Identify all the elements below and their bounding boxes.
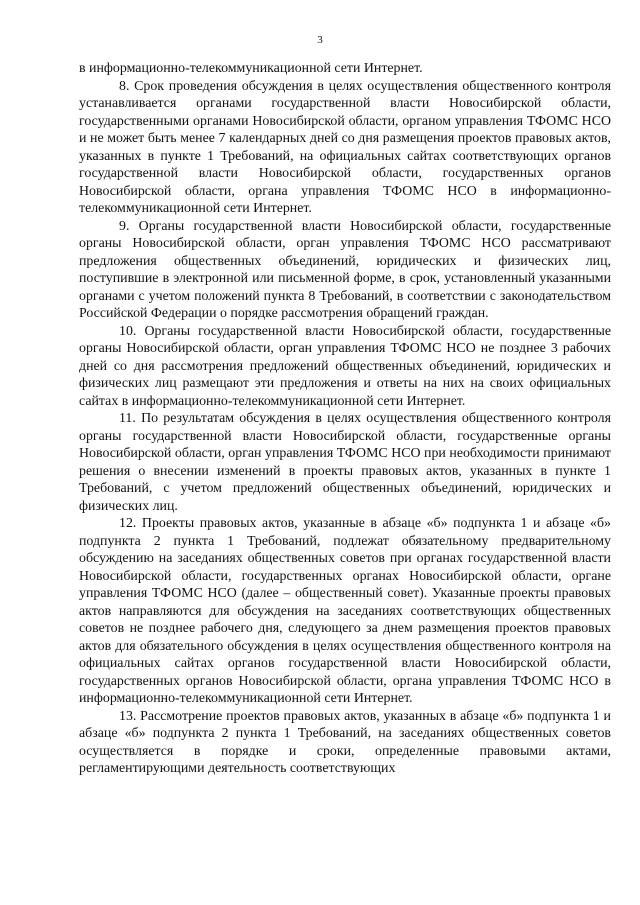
paragraph-continuation: в информационно-телекоммуникационной сети Интернет. (79, 61, 423, 76)
paragraph-12: 12. Проекты правовых актов, указанные в абзаце «б» подпункта 1 и абзаце «б» подпункта 2 пункта 1 Требований, подлежат обязательному предварительному обсуждению на заседаниях общественных советов при органах государственной власти Новосибирской области, государственных органах Новосибирской области, органе управления ТФОМС НСО (далее – общественный совет). Указанные проекты правовых актов направляются для обсуждения на заседаниях соответствующих общественных советов не позднее рабочего дня, следующего за днем размещения проектов правовых актов для обязательного обсуждения в целях осуществления общественного контроля на официальных сайтах органов государственной власти Новосибирской области, государственных органов Новосибирской области, органа управления ТФОМС НСО в информационно-телекоммуникационной сети Интернет. (79, 516, 611, 706)
paragraph-11: 11. По результатам обсуждения в целях осуществления общественного контроля органы государственной власти Новосибирской области, государственные органы Новосибирской области, орган управления ТФОМС НСО при необходимости принимают решения о внесении изменений в проекты правовых актов, указанных в пункте 1 Требований, с учетом предложений общественных объединений, юридических и физических лиц. (79, 411, 611, 514)
paragraph-10: 10. Органы государственной власти Новосибирской области, государственные органы Новосибирской области, орган управления ТФОМС НСО не позднее 3 рабочих дней со дня рассмотрения предложений общественных объединений, юридических и физических лиц размещают эти предложения и ответы на них на своих официальных сайтах в информационно-телекоммуникационной сети Интернет. (79, 323, 611, 409)
paragraph-8: 8. Срок проведения обсуждения в целях осуществления общественного контроля устанавливается органами государственной власти Новосибирской области, государственными органами Новосибирской области, органом управления ТФОМС НСО и не может быть менее 7 календарных дней со дня размещения проектов правовых актов, указанных в пункте 1 Требований, на официальных сайтах соответствующих органов государственной власти Новосибирской области, государственных органов Новосибирской области, органа управления ТФОМС НСО в информационно-телекоммуникационной сети Интернет. (79, 78, 611, 216)
paragraph-13: 13. Рассмотрение проектов правовых актов, указанных в абзаце «б» подпункта 1 и абзаце «б» подпункта 2 пункта 1 Требований, на заседаниях общественных советов осуществляется в порядке и сроки, определенные правовыми актами, регламентирующими деятельность соответствующих (79, 708, 611, 776)
paragraph-9: 9. Органы государственной власти Новосибирской области, государственные органы Новосибирской области, орган управления ТФОМС НСО рассматривают предложения общественных объединений, юридических и физических лиц, поступившие в электронной или письменной форме, в срок, установленный указанными органами с учетом положений пункта 8 Требований, в соответствии с законодательством Российской Федерации о порядке рассмотрения обращений граждан. (79, 218, 611, 321)
page-number: 3 (317, 34, 323, 46)
document-body (79, 60, 611, 778)
